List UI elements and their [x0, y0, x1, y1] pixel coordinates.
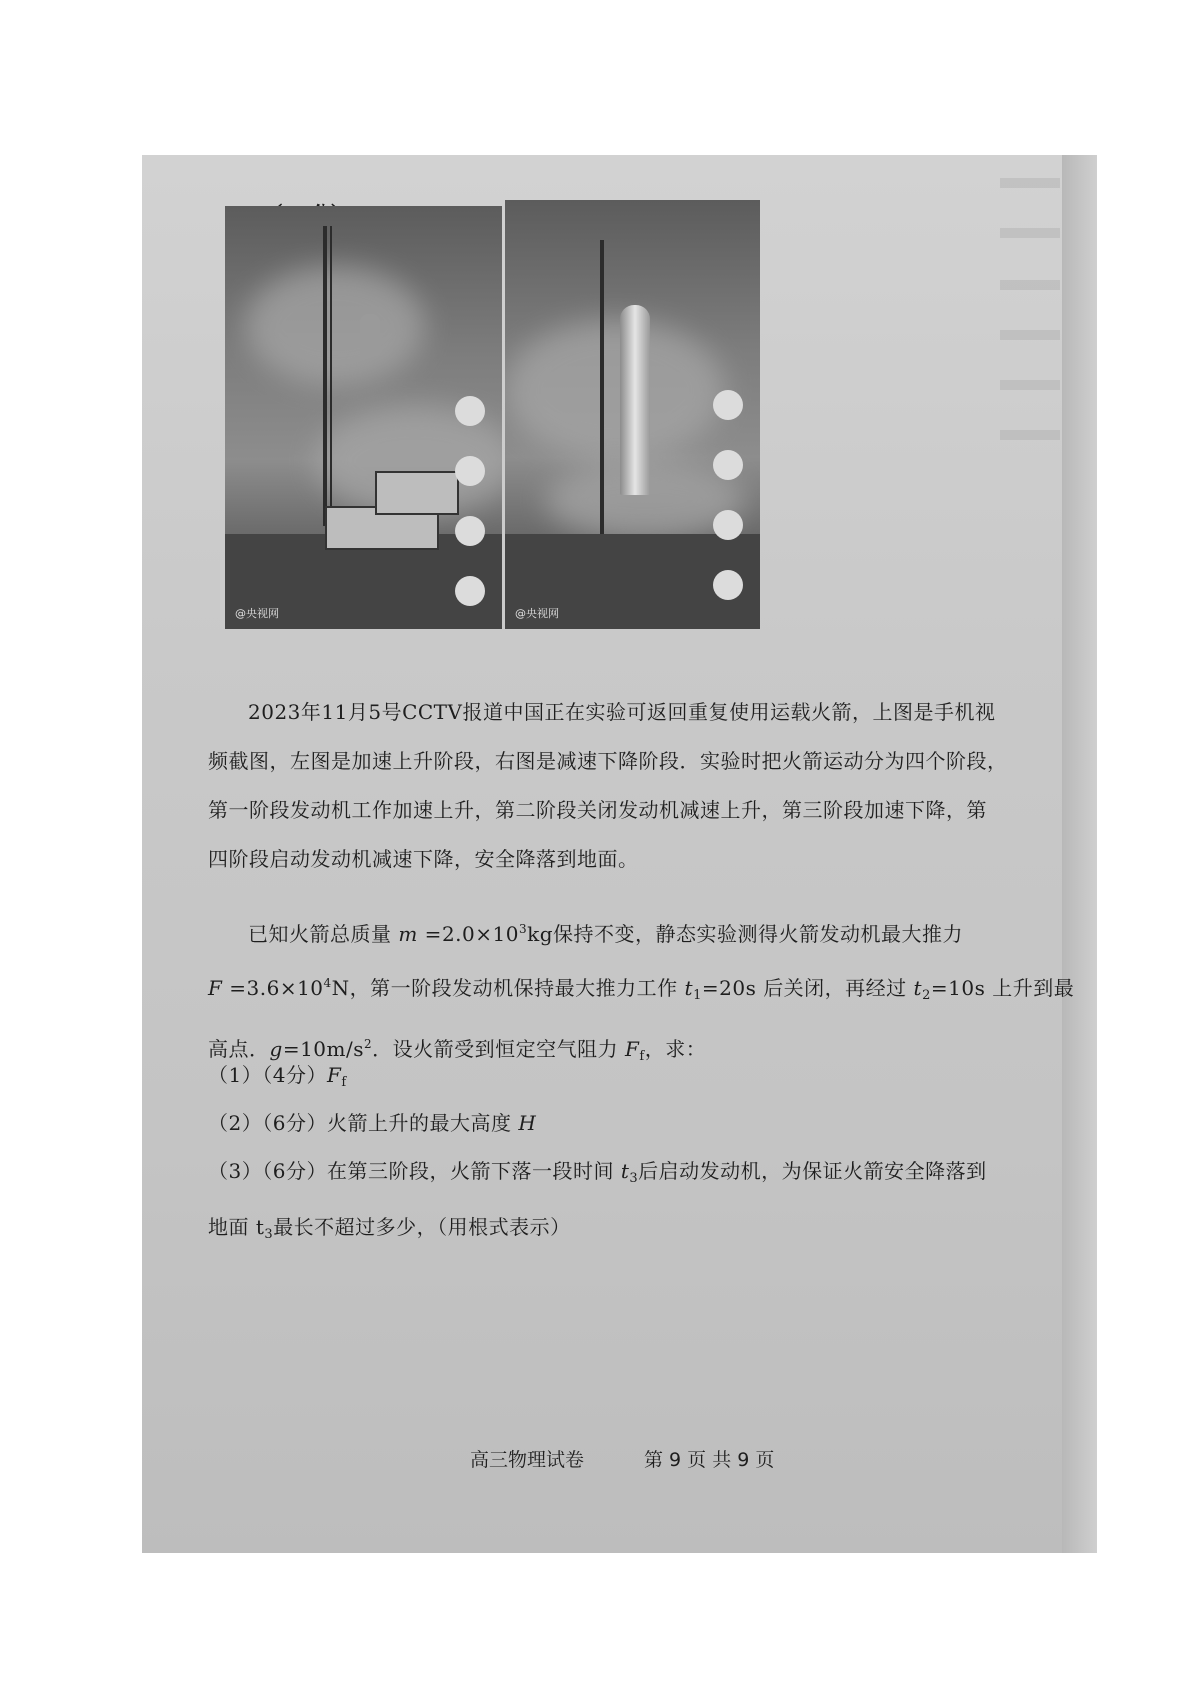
var-Ff: F: [625, 1037, 640, 1061]
text: N，第一阶段发动机保持最大推力工作: [331, 976, 685, 1000]
page-footer: [470, 1445, 774, 1472]
subscript: f: [341, 1075, 347, 1090]
exponent: 2: [364, 1037, 373, 1051]
text: 高点．: [208, 1037, 270, 1061]
watermark: @央视网: [515, 607, 559, 620]
exam-title: 高三物理试卷: [470, 1449, 585, 1471]
var-H: H: [518, 1111, 537, 1135]
video-side-icons: [708, 390, 748, 629]
bleed-through-mark: [1000, 330, 1060, 340]
bleed-through-mark: [1000, 430, 1060, 440]
given-line-1: [208, 905, 988, 959]
text: 最长不超过多少，（用根式表示）: [273, 1215, 571, 1239]
question-3: [208, 1147, 988, 1259]
var-m: m: [398, 922, 418, 946]
bleed-through-mark: [1000, 228, 1060, 238]
text: =3.6×10: [222, 976, 324, 1000]
given-line-2: [208, 959, 1075, 1020]
exponent: 4: [323, 976, 332, 990]
bleed-through-mark: [1000, 280, 1060, 290]
subscript: f: [639, 1049, 645, 1064]
intro-line: 第一阶段发动机工作加速上升，第二阶段关闭发动机减速上升，第三阶段加速下降，第: [208, 798, 987, 822]
text: ．设火箭受到恒定空气阻力: [372, 1037, 625, 1061]
var-t1: t: [684, 976, 694, 1000]
bleed-through-edge: [1062, 155, 1097, 1553]
text: 地面 t: [208, 1215, 265, 1239]
subscript: 3: [264, 1227, 274, 1242]
text: =20s 后关闭，再经过: [701, 976, 914, 1000]
var-Ff: F: [326, 1063, 342, 1087]
rocket-screenshots: [225, 206, 760, 629]
page-number: 第 9 页 共 9 页: [644, 1449, 775, 1471]
intro-paragraph: [208, 688, 1008, 884]
text: 已知火箭总质量: [248, 922, 399, 946]
bleed-through-mark: [1000, 178, 1060, 188]
subscript: 3: [629, 1171, 639, 1186]
text: =2.0×10: [417, 922, 519, 946]
intro-line: 2023年11月5号CCTV报道中国正在实验可返回重复使用运载火箭，上图是手机视: [248, 700, 996, 724]
text: =10m/s: [282, 1037, 364, 1061]
bleed-through-mark: [1000, 380, 1060, 390]
video-side-icons: [450, 396, 490, 629]
exponent: 3: [518, 922, 528, 936]
subscript: 2: [922, 988, 931, 1003]
intro-line: 四阶段启动发动机减速下降，安全降落到地面。: [208, 847, 639, 871]
var-t2: t: [913, 976, 923, 1000]
subscript: 1: [693, 988, 702, 1003]
ascent-photo: [225, 206, 502, 629]
var-t3: t: [620, 1159, 630, 1183]
text: =10s 上升到最: [930, 976, 1075, 1000]
text: （2）（6分）火箭上升的最大高度: [208, 1111, 519, 1135]
question-2: [208, 1099, 988, 1148]
var-F: F: [208, 976, 223, 1000]
var-g: g: [269, 1037, 283, 1061]
question-3-line-2: [208, 1203, 988, 1259]
intro-line: 频截图，左图是加速上升阶段，右图是减速下降阶段．实验时把火箭运动分为四个阶段，: [208, 749, 1008, 773]
text: kg保持不变，静态实验测得火箭发动机最大推力: [527, 922, 964, 946]
descent-photo: [505, 200, 760, 629]
text: （3）（6分）在第三阶段，火箭下落一段时间: [208, 1159, 621, 1183]
question-3-line-1: [208, 1147, 988, 1203]
text: （1）（4分）: [208, 1063, 327, 1087]
text: 后启动发动机，为保证火箭安全降落到: [638, 1159, 987, 1183]
text: ，求：: [644, 1037, 707, 1061]
watermark: @央视网: [235, 607, 279, 620]
